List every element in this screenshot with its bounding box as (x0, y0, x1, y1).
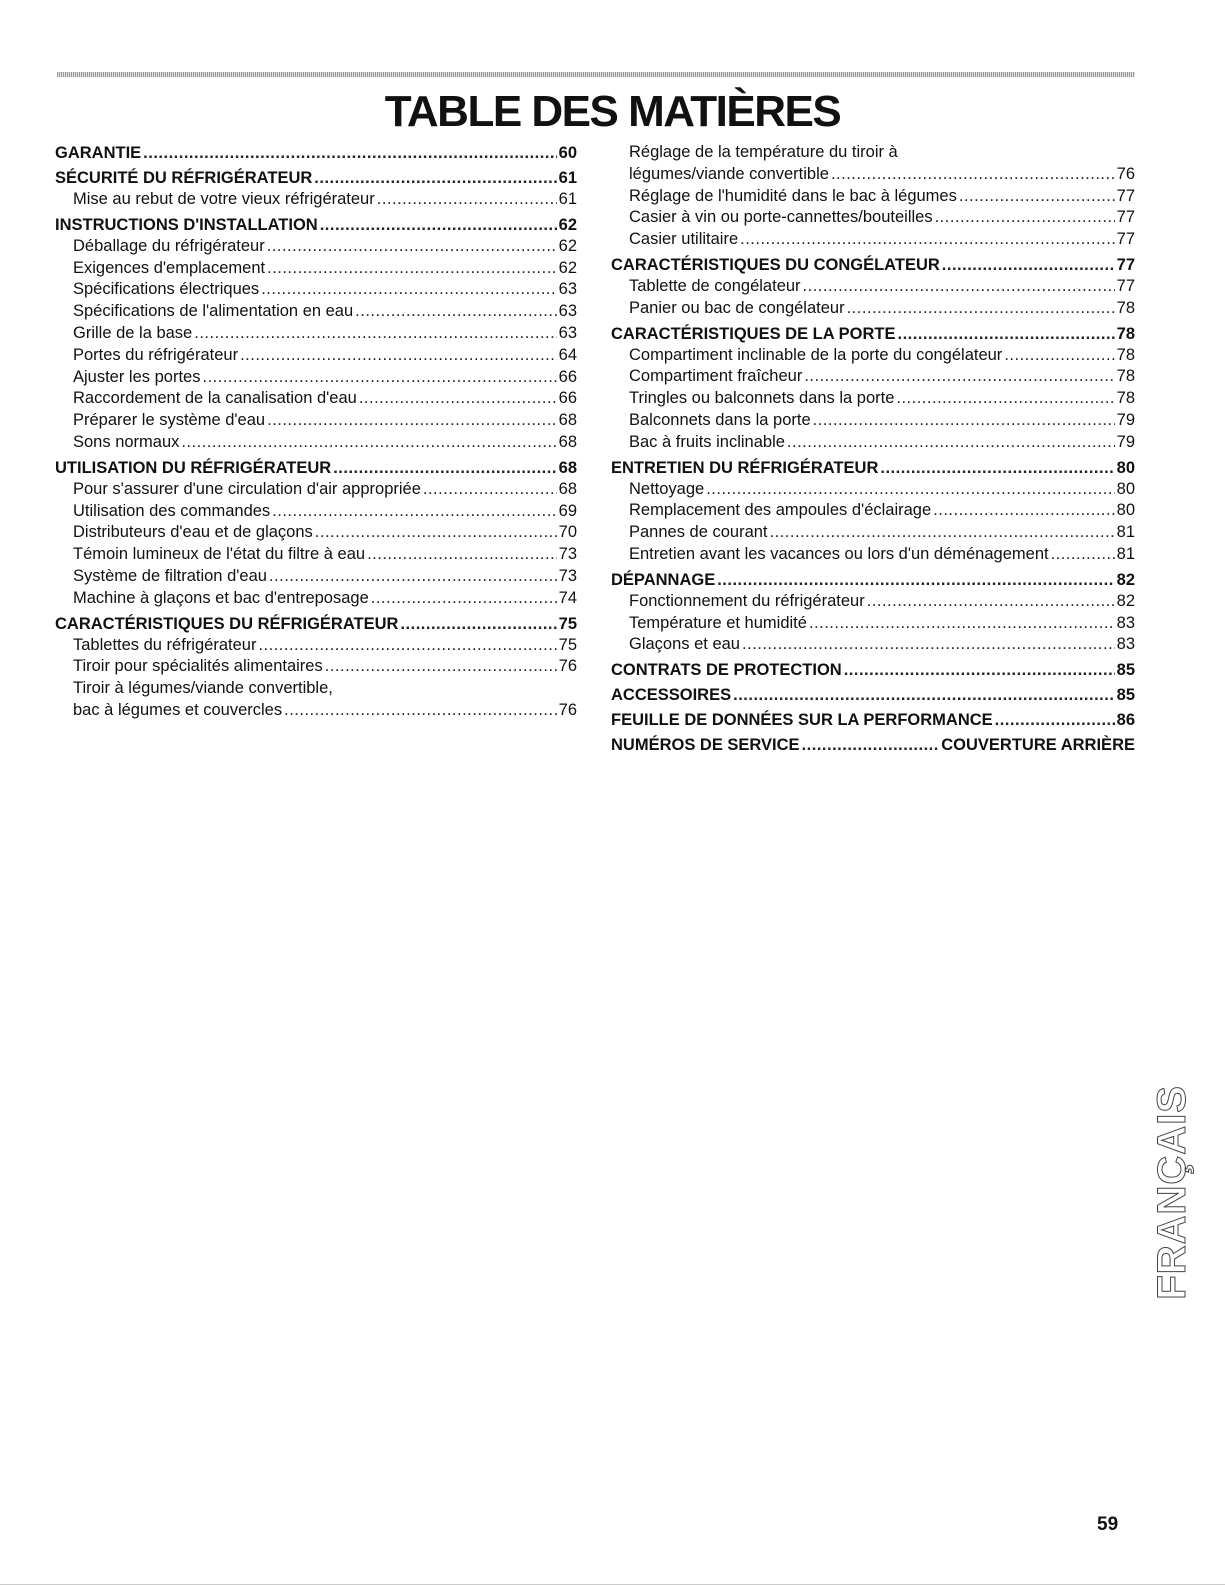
toc-subentry[interactable] (611, 207, 1135, 229)
leader-dots (240, 345, 557, 367)
leader-dots (844, 659, 1115, 681)
toc-entry-page: 68 (558, 458, 577, 477)
toc-entry-page: 78 (1116, 345, 1135, 364)
toc-entry-page: 83 (1116, 635, 1135, 654)
toc-entry-label: Nettoyage (629, 479, 705, 498)
leader-dots (371, 588, 557, 610)
toc-entry-label: ACCESSOIRES (611, 686, 732, 705)
leader-dots (1004, 345, 1114, 367)
toc-subentry[interactable] (55, 656, 577, 678)
toc-wrapped-entry-line1: Tiroir à légumes/viande convertible, (73, 679, 333, 698)
leader-dots (804, 366, 1114, 388)
toc-subentry[interactable] (55, 479, 577, 501)
toc-entry-page: 68 (558, 411, 577, 430)
leader-dots (181, 432, 556, 454)
toc-entry-page: 78 (1116, 389, 1135, 408)
toc-subentry[interactable] (55, 410, 577, 432)
leader-dots (267, 236, 557, 258)
toc-entry-page: 69 (558, 501, 577, 520)
leader-dots (202, 367, 556, 389)
toc-subentry[interactable] (55, 345, 577, 367)
toc-subentry[interactable] (55, 388, 577, 410)
toc-right-entries (611, 186, 1135, 757)
toc-subentry[interactable] (611, 479, 1135, 501)
leader-dots (267, 410, 557, 432)
toc-entry-label: Mise au rebut de votre vieux réfrigérateur (73, 190, 375, 208)
toc-entry-label: Casier à vin ou porte-cannettes/bouteilles (629, 208, 933, 227)
leader-dots (706, 479, 1114, 501)
leader-dots (847, 298, 1115, 320)
leader-dots (143, 142, 556, 164)
toc-entry-page: COUVERTURE ARRIÈRE (941, 736, 1135, 755)
toc-subentry[interactable] (55, 566, 577, 588)
leader-dots (742, 634, 1115, 656)
toc-entry-page: 63 (558, 323, 577, 342)
toc-entry-page: 75 (558, 614, 577, 633)
toc-entry-page: 68 (558, 479, 577, 498)
toc-entry-label: Tringles ou balconnets dans la porte (629, 389, 895, 408)
toc-entry-page: 76 (1116, 164, 1135, 183)
toc-entry-label: Tablettes du réfrigérateur (73, 635, 257, 654)
toc-entry-label: Compartiment fraîcheur (629, 367, 803, 386)
toc-wrapped-entry[interactable] (55, 700, 577, 722)
toc-entry-page: 74 (558, 588, 577, 607)
toc-entry-page: 70 (558, 523, 577, 542)
top-rule (57, 72, 1135, 77)
toc-entry-label: CONTRATS DE PROTECTION (611, 661, 842, 680)
toc-entry-label: GARANTIE (55, 144, 142, 162)
toc-subentry[interactable] (55, 432, 577, 454)
page-number: 59 (1097, 1514, 1119, 1535)
leader-dots (803, 276, 1115, 298)
toc-subentry[interactable] (55, 635, 577, 657)
leader-dots (272, 501, 556, 523)
toc-section-entry[interactable] (611, 254, 1135, 276)
leader-dots (898, 323, 1115, 345)
toc-entry-label: Tablette de congélateur (629, 276, 801, 295)
toc-subentry[interactable] (611, 388, 1135, 410)
toc-subentry[interactable] (55, 258, 577, 280)
toc-entry-label: Pannes de courant (629, 523, 768, 542)
leader-dots (314, 167, 556, 189)
toc-entry-label: Machine à glaçons et bac d'entreposage (73, 588, 369, 607)
toc-subentry[interactable] (55, 236, 577, 258)
toc-entry-page: 83 (1116, 613, 1135, 632)
leader-dots (284, 700, 557, 722)
leader-dots (261, 279, 556, 301)
page-title: TABLE DES MATIÈRES (384, 87, 841, 136)
toc-subentry[interactable] (611, 613, 1135, 635)
toc-entry-label: Grille de la base (73, 323, 193, 342)
leader-dots (325, 656, 557, 678)
leader-dots (740, 229, 1115, 251)
toc-entry-page: 68 (558, 432, 577, 451)
toc-subentry[interactable] (611, 298, 1135, 320)
leader-dots (377, 189, 557, 211)
leader-dots (320, 214, 557, 236)
toc-entry-page: 62 (558, 258, 577, 277)
toc-subentry[interactable] (611, 186, 1135, 208)
leader-dots (315, 522, 557, 544)
toc-entry-page: 82 (1116, 570, 1135, 589)
leader-dots (896, 388, 1114, 410)
toc-entry-label: UTILISATION DU RÉFRIGÉRATEUR (55, 458, 332, 477)
leader-dots (359, 388, 557, 410)
toc-entry-label: Témoin lumineux de l'état du filtre à eau (73, 545, 366, 564)
leader-dots (813, 410, 1115, 432)
toc-section-entry[interactable] (611, 569, 1135, 591)
toc-entry-label: Déballage du réfrigérateur (73, 236, 265, 255)
toc-entry-label: Casier utilitaire (629, 230, 739, 249)
toc-entry-label: Raccordement de la canalisation d'eau (73, 389, 357, 408)
toc-entry-page: 80 (1116, 458, 1135, 477)
toc-entry-label: Panier ou bac de congélateur (629, 298, 845, 317)
toc-entry-label: Fonctionnement du réfrigérateur (629, 591, 865, 610)
toc-wrapped-entry[interactable] (611, 164, 1135, 186)
leader-dots (831, 164, 1115, 186)
toc-section-entry[interactable] (611, 659, 1135, 681)
toc-entry-page: 76 (558, 700, 577, 719)
toc-entry-label: Exigences d'emplacement (73, 258, 266, 277)
toc-entry-page: 73 (558, 545, 577, 564)
toc-subentry[interactable] (55, 301, 577, 323)
language-side-label: FRANÇAIS (1150, 1085, 1194, 1300)
toc-entry-page: 66 (558, 367, 577, 386)
toc-entry-page: 76 (558, 657, 577, 676)
toc-entry-page: 78 (1116, 324, 1135, 343)
toc-entry-label: Préparer le système d'eau (73, 411, 266, 430)
toc-subentry[interactable] (55, 544, 577, 566)
leader-dots (787, 432, 1115, 454)
toc-entry-label: Tiroir pour spécialités alimentaires (73, 657, 323, 676)
toc-entry-label: Ajuster les portes (73, 367, 201, 386)
toc-subentry[interactable] (55, 189, 577, 211)
leader-dots (367, 544, 557, 566)
toc-subentry[interactable] (611, 345, 1135, 367)
toc-subentry[interactable] (611, 634, 1135, 656)
toc-entry-page: 62 (558, 215, 577, 234)
leader-dots (400, 613, 556, 635)
leader-dots (333, 457, 556, 479)
toc-entry-page: 63 (558, 302, 577, 321)
toc-entry-page: 77 (1116, 186, 1135, 205)
leader-dots (933, 500, 1114, 522)
leader-dots (995, 709, 1115, 731)
toc-subentry[interactable] (611, 591, 1135, 613)
toc-entry-page: 77 (1116, 255, 1135, 274)
toc-entry-label: ENTRETIEN DU RÉFRIGÉRATEUR (611, 458, 879, 477)
toc-section-entry[interactable] (611, 457, 1135, 479)
leader-dots (717, 569, 1114, 591)
leader-dots (959, 186, 1115, 208)
toc-left-entries (55, 142, 577, 678)
toc-entry-page: 61 (558, 169, 577, 187)
leader-dots (770, 522, 1115, 544)
toc-entry-label: Sons normaux (73, 432, 180, 451)
toc-subentry[interactable] (611, 366, 1135, 388)
toc-section-entry[interactable] (611, 684, 1135, 706)
toc-subentry[interactable] (611, 410, 1135, 432)
toc-section-entry[interactable] (55, 457, 577, 479)
leader-dots (867, 591, 1115, 613)
toc-section-entry[interactable] (55, 142, 577, 164)
toc-entry-label: CARACTÉRISTIQUES DU RÉFRIGÉRATEUR (55, 614, 399, 633)
toc-entry-label: Entretien avant les vacances ou lors d'un déménagement (629, 544, 1049, 563)
toc-entry-page: 80 (1116, 479, 1135, 498)
toc-subentry[interactable] (611, 522, 1135, 544)
toc-section-entry[interactable] (55, 613, 577, 635)
leader-dots (942, 254, 1115, 276)
toc-entry-label: Température et humidité (629, 613, 807, 632)
toc-entry-page: 60 (558, 144, 577, 162)
toc-wrapped-entry-line1: Réglage de la température du tiroir à (629, 143, 898, 161)
toc-entry-page: 62 (558, 236, 577, 255)
toc-entry-label: Pour s'assurer d'une circulation d'air appropriée (73, 479, 421, 498)
toc-entry-label: Balconnets dans la porte (629, 410, 811, 429)
toc-subentry[interactable] (55, 501, 577, 523)
leader-dots (423, 479, 557, 501)
leader-dots (258, 635, 556, 657)
toc-entry-label: INSTRUCTIONS D'INSTALLATION (55, 215, 318, 234)
toc-entry-label: bac à légumes et couvercles (73, 700, 283, 719)
toc-entry-page: 77 (1116, 230, 1135, 249)
leader-dots (802, 734, 940, 756)
toc-subentry[interactable] (55, 367, 577, 389)
toc-entry-page: 61 (558, 190, 577, 208)
leader-dots (733, 684, 1115, 706)
toc-section-entry[interactable] (55, 167, 577, 189)
toc-entry-page: 85 (1116, 661, 1135, 680)
toc-entry-label: FEUILLE DE DONNÉES SUR LA PERFORMANCE (611, 711, 993, 730)
toc-entry-label: Système de filtration d'eau (73, 566, 267, 585)
toc-subentry[interactable] (55, 323, 577, 345)
toc-section-entry[interactable] (611, 709, 1135, 731)
toc-entry-label: Remplacement des ampoules d'éclairage (629, 501, 932, 520)
toc-section-entry[interactable] (55, 214, 577, 236)
toc-section-entry[interactable] (611, 734, 1135, 756)
toc-section-entry[interactable] (611, 323, 1135, 345)
toc-entry-page: 66 (558, 389, 577, 408)
leader-dots (880, 457, 1114, 479)
toc-entry-page: 86 (1116, 711, 1135, 730)
toc-entry-label: Portes du réfrigérateur (73, 345, 239, 364)
toc-entry-page: 78 (1116, 298, 1135, 317)
toc-entry-page: 85 (1116, 686, 1135, 705)
leader-dots (935, 207, 1115, 229)
toc-entry-label: Glaçons et eau (629, 635, 740, 654)
toc-entry-label: CARACTÉRISTIQUES DE LA PORTE (611, 324, 896, 343)
toc-entry-label: Réglage de l'humidité dans le bac à légumes (629, 186, 957, 205)
toc-entry-page: 78 (1116, 367, 1135, 386)
toc-entry-label: Spécifications de l'alimentation en eau (73, 302, 354, 321)
toc-entry-label: Spécifications électriques (73, 280, 260, 299)
toc-entry-page: 75 (558, 635, 577, 654)
toc-entry-page: 63 (558, 280, 577, 299)
leader-dots (269, 566, 557, 588)
toc-entry-label: Bac à fruits inclinable (629, 432, 785, 451)
toc-entry-label: NUMÉROS DE SERVICE (611, 736, 800, 755)
toc-entry-label: DÉPANNAGE (611, 570, 716, 589)
toc-subentry[interactable] (611, 432, 1135, 454)
toc-entry-page: 79 (1116, 410, 1135, 429)
toc-subentry[interactable] (55, 522, 577, 544)
toc-entry-label: Utilisation des commandes (73, 501, 271, 520)
toc-entry-page: 81 (1116, 544, 1135, 563)
toc-subentry[interactable] (611, 544, 1135, 566)
leader-dots (194, 323, 556, 345)
toc-entry-label: Compartiment inclinable de la porte du congélateur (629, 345, 1003, 364)
toc-entry-label: Distributeurs d'eau et de glaçons (73, 523, 313, 542)
toc-entry-label: légumes/viande convertible (629, 164, 829, 183)
toc-left-column (55, 142, 577, 722)
toc-subentry[interactable] (611, 276, 1135, 298)
toc-entry-page: 79 (1116, 432, 1135, 451)
toc-entry-label: SÉCURITÉ DU RÉFRIGÉRATEUR (55, 169, 313, 187)
toc-entry-page: 73 (558, 566, 577, 585)
toc-entry-page: 77 (1116, 208, 1135, 227)
toc-subentry[interactable] (55, 588, 577, 610)
leader-dots (809, 613, 1115, 635)
toc-subentry[interactable] (55, 279, 577, 301)
toc-entry-page: 64 (558, 345, 577, 364)
toc-entry-page: 80 (1116, 501, 1135, 520)
toc-entry-page: 81 (1116, 523, 1135, 542)
toc-entry-page: 77 (1116, 276, 1135, 295)
leader-dots (355, 301, 556, 323)
toc-subentry[interactable] (611, 229, 1135, 251)
toc-subentry[interactable] (611, 500, 1135, 522)
leader-dots (267, 258, 557, 280)
toc-entry-page: 82 (1116, 591, 1135, 610)
leader-dots (1051, 544, 1115, 566)
toc-right-column (611, 142, 1135, 756)
toc-entry-label: CARACTÉRISTIQUES DU CONGÉLATEUR (611, 255, 940, 274)
